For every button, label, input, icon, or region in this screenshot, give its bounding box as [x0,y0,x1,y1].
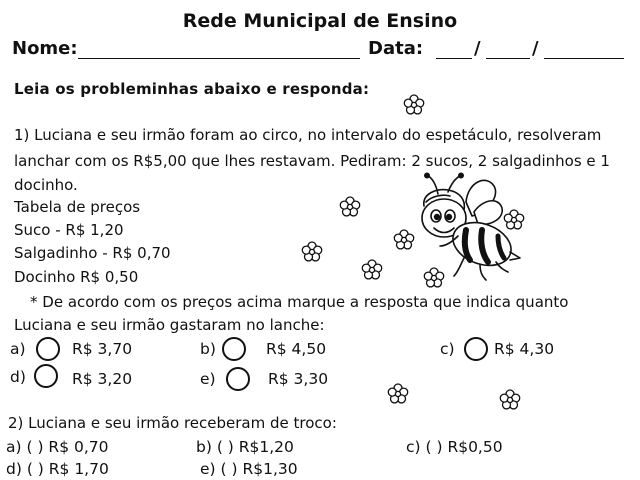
date-separator: / [532,38,539,59]
option-letter: e) [200,370,216,388]
flower-icon [498,388,522,412]
answer-circle[interactable] [464,337,488,361]
q2-option[interactable]: a) ( ) R$ 0,70 [6,438,109,456]
flower-icon [360,258,384,282]
flower-icon [402,93,426,117]
q1-line-3: docinho. [14,176,78,194]
q2-question: 2) Luciana e seu irmão receberam de troco: [8,414,337,432]
answer-circle[interactable] [222,337,246,361]
q2-option[interactable]: d) ( ) R$ 1,70 [6,460,109,478]
option-text: R$ 4,50 [266,340,327,358]
q1-line-1: 1) Luciana e seu irmão foram ao circo, no intervalo do espetáculo, resolveram [14,126,602,144]
price-item: Docinho R$ 0,50 [14,268,139,286]
option-text: R$ 3,20 [72,370,133,388]
option-letter: d) [10,368,26,386]
name-field[interactable] [78,58,360,59]
answer-circle[interactable] [226,367,250,391]
name-label: Nome: [12,38,78,59]
q2-option[interactable]: e) ( ) R$1,30 [200,460,298,478]
date-day-field[interactable] [436,58,472,59]
instructions-text: Leia os probleminhas abaixo e responda: [14,80,370,98]
price-table-title: Tabela de preços [14,198,141,216]
bee-illustration [408,172,526,284]
option-text: R$ 4,30 [494,340,555,358]
price-item: Suco - R$ 1,20 [14,221,124,239]
date-label: Data: [368,38,424,59]
q2-option[interactable]: b) ( ) R$1,20 [196,438,294,456]
answer-circle[interactable] [36,337,60,361]
date-separator: / [474,38,481,59]
flower-icon [300,240,324,264]
option-text: R$ 3,70 [72,340,133,358]
date-year-field[interactable] [544,58,624,59]
date-month-field[interactable] [486,58,530,59]
option-letter: c) [440,340,455,358]
answer-circle[interactable] [34,364,58,388]
flower-icon [386,382,410,406]
q1-question: Luciana e seu irmão gastaram no lanche: [14,316,325,334]
option-text: R$ 3,30 [268,370,329,388]
option-letter: b) [200,340,216,358]
q1-line-2: lanchar com os R$5,00 que lhes restavam. Pediram: 2 sucos, 2 salgadinhos e 1 [14,152,610,170]
flower-icon [338,195,362,219]
q2-option[interactable]: c) ( ) R$0,50 [406,438,503,456]
page-title: Rede Municipal de Ensino [182,10,458,32]
price-item: Salgadinho - R$ 0,70 [14,244,171,262]
q1-note: * De acordo com os preços acima marque a resposta que indica quanto [30,293,569,311]
option-letter: a) [10,340,26,358]
